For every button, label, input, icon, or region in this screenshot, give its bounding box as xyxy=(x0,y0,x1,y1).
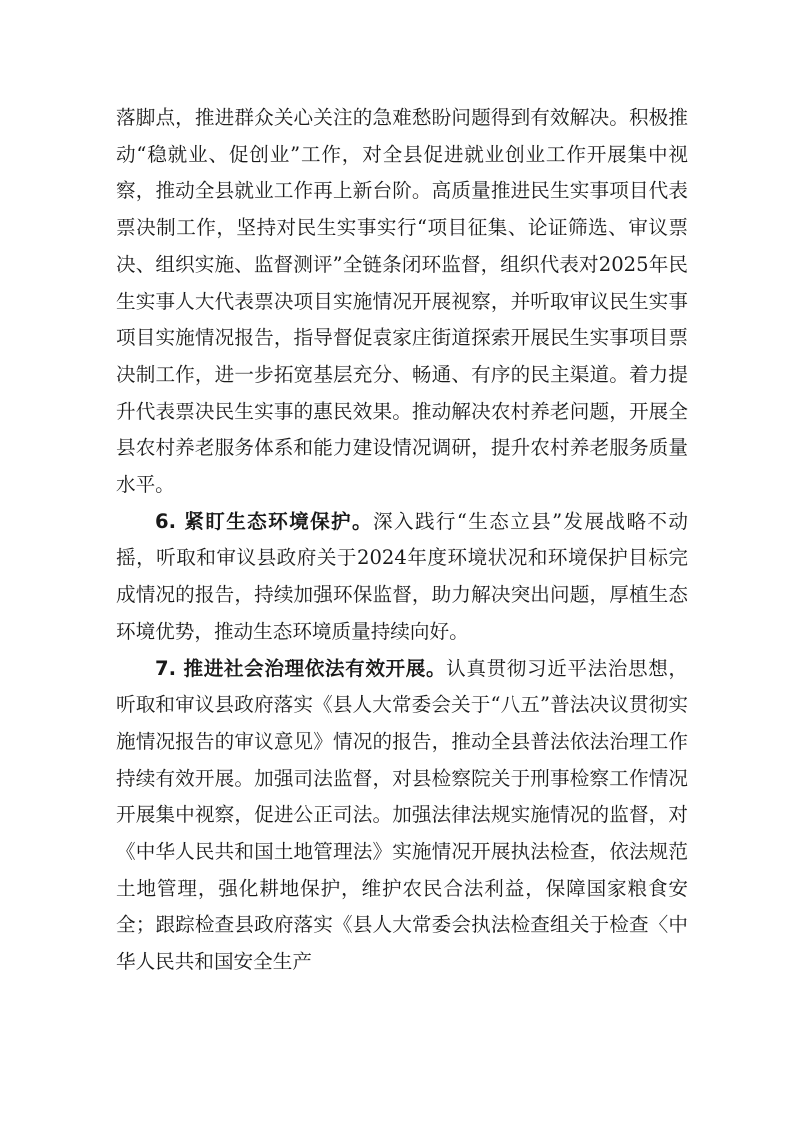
document-body xyxy=(116,100,688,981)
section-heading-6: 6. 紧盯生态环境保护。 xyxy=(155,509,373,533)
paragraph-governance xyxy=(116,651,688,981)
section-heading-7: 7. 推进社会治理依法有效开展。 xyxy=(155,656,447,680)
paragraph-ecology xyxy=(116,504,688,651)
paragraph-text: 深入践行“生态立县”发展战略不动摇，听取和审议县政府关于2024年度环境状况和环境保护目标完成情况的报告，持续加强环保监督，助力解决突出问题，厚植生态环境优势，推动生态环境质量持续向好。 xyxy=(116,509,688,643)
paragraph-text: 落脚点，推进群众关心关注的急难愁盼问题得到有效解决。积极推动“稳就业、促创业”工作，对全县促进就业创业工作开展集中视察，推动全县就业工作再上新台阶。高质量推进民生实事项目代表票决制工作，坚持对民生实事实行“项目征集、论证筛选、审议票决、组织实施、监督测评”全链条闭环监督，组织代表对2025年民生实事人大代表票决项目实施情况开展视察，并听取审议民生实事项目实施情况报告，指导督促袁家庄街道探索开展民生实事项目票决制工作，进一步拓宽基层充分、畅通、有序的民主渠道。着力提升代表票决民生实事的惠民效果。推动解决农村养老问题，开展全县农村养老服务体系和能力建设情况调研，提升农村养老服务质量水平。 xyxy=(116,106,688,497)
paragraph-continuation xyxy=(116,100,688,504)
paragraph-text: 认真贯彻习近平法治思想，听取和审议县政府落实《县人大常委会关于“八五”普法决议贯彻实施情况报告的审议意见》情况的报告，推动全县普法依法治理工作持续有效开展。加强司法监督，对县检察院关于刑事检察工作情况开展集中视察，促进公正司法。加强法律法规实施情况的监督，对《中华人民共和国土地管理法》实施情况开展执法检查，依法规范土地管理，强化耕地保护，维护农民合法利益，保障国家粮食安全；跟踪检查县政府落实《县人大常委会执法检查组关于检查〈中华人民共和国安全生产 xyxy=(116,656,689,974)
